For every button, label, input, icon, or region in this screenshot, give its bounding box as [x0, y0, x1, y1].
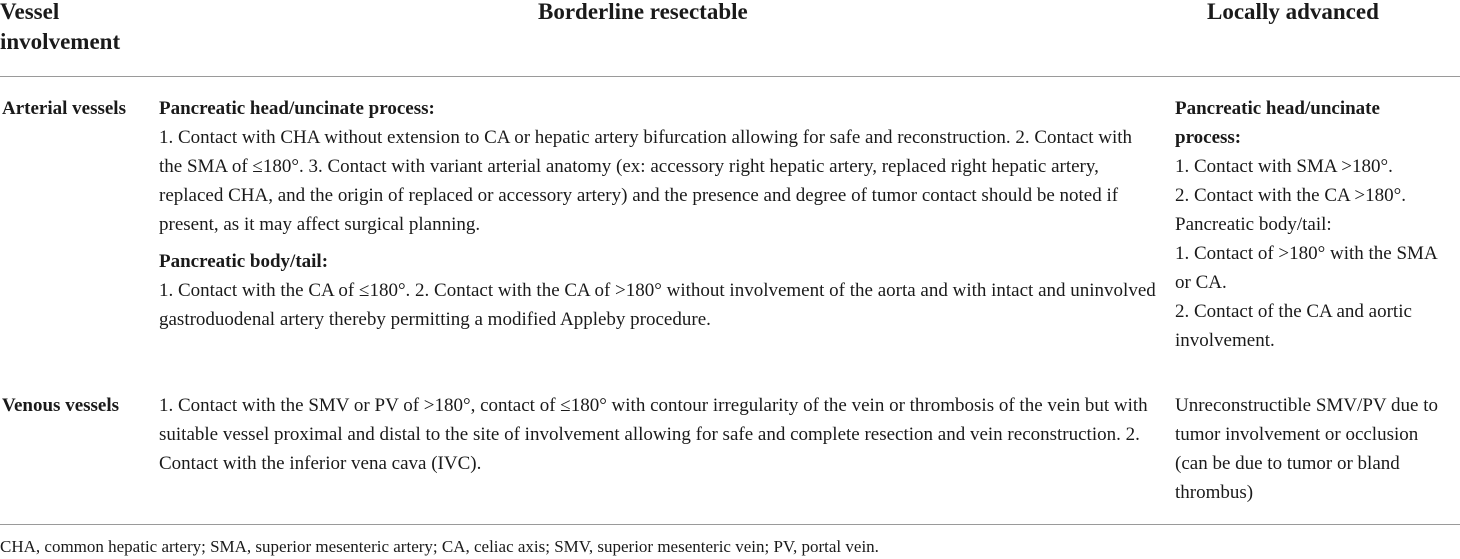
- arterial-locally-head-item1: 1. Contact with SMA >180°.: [1175, 156, 1393, 177]
- arterial-locally-head-title: Pancreatic head/uncinate process:: [1175, 98, 1380, 148]
- header-borderline-resectable: Borderline resectable: [538, 0, 748, 24]
- arterial-locally-head-item2: 2. Contact with the CA >180°.: [1175, 185, 1406, 206]
- arterial-borderline-body-text: 1. Contact with the CA of ≤180°. 2. Contact with the CA of >180° without involvement of the aorta and with intact and uninvolved gastroduodenal artery thereby permitting a modified Appleby procedure.: [159, 280, 1156, 330]
- table-footnote: CHA, common hepatic artery; SMA, superior mesenteric artery; CA, celiac axis; SMV, superior mesenteric vein; PV, portal vein.: [0, 537, 879, 556]
- header-vessel-involvement: Vessel involvement: [0, 0, 121, 54]
- table-bottom-rule: [0, 524, 1460, 525]
- header-rule: [0, 76, 1460, 77]
- arterial-borderline-head-text: 1. Contact with CHA without extension to CA or hepatic artery bifurcation allowing for safe and reconstruction. 2. Contact with the SMA of ≤180°. 3. Contact with variant arterial anatomy (ex: accessory right hepatic artery, replaced right hepatic artery, replaced CHA, and the origin of replaced or accessory artery) and the presence and degree of tumor contact should be noted if present, as it may affect surgical planning.: [159, 127, 1133, 235]
- arterial-locally-body-title: Pancreatic body/tail:: [1175, 214, 1332, 235]
- arterial-borderline-body-title: Pancreatic body/tail:: [159, 251, 329, 272]
- arterial-borderline-cell: [159, 94, 1159, 334]
- row-label-arterial: Arterial vessels: [2, 98, 126, 119]
- row-label-venous: Venous vessels: [2, 395, 120, 416]
- venous-borderline-cell: 1. Contact with the SMV or PV of >180°, contact of ≤180° with contour irregularity of the vein or thrombosis of the vein but with suitable vessel proximal and distal to the site of involvement allowing for safe and complete resection and vein reconstruction. 2. Contact with the inferior vena cava (IVC).: [159, 395, 1148, 474]
- arterial-locally-body-item2: 2. Contact of the CA and aortic involvement.: [1175, 301, 1412, 351]
- arterial-borderline-head-title: Pancreatic head/uncinate process:: [159, 98, 435, 119]
- arterial-locally-body-item1: 1. Contact of >180° with the SMA or CA.: [1175, 243, 1437, 293]
- header-locally-advanced: Locally advanced: [1207, 0, 1379, 24]
- venous-locally-cell: Unreconstructible SMV/PV due to tumor involvement or occlusion (can be due to tumor or bland thrombus): [1175, 395, 1438, 503]
- arterial-locally-cell: [1175, 94, 1445, 355]
